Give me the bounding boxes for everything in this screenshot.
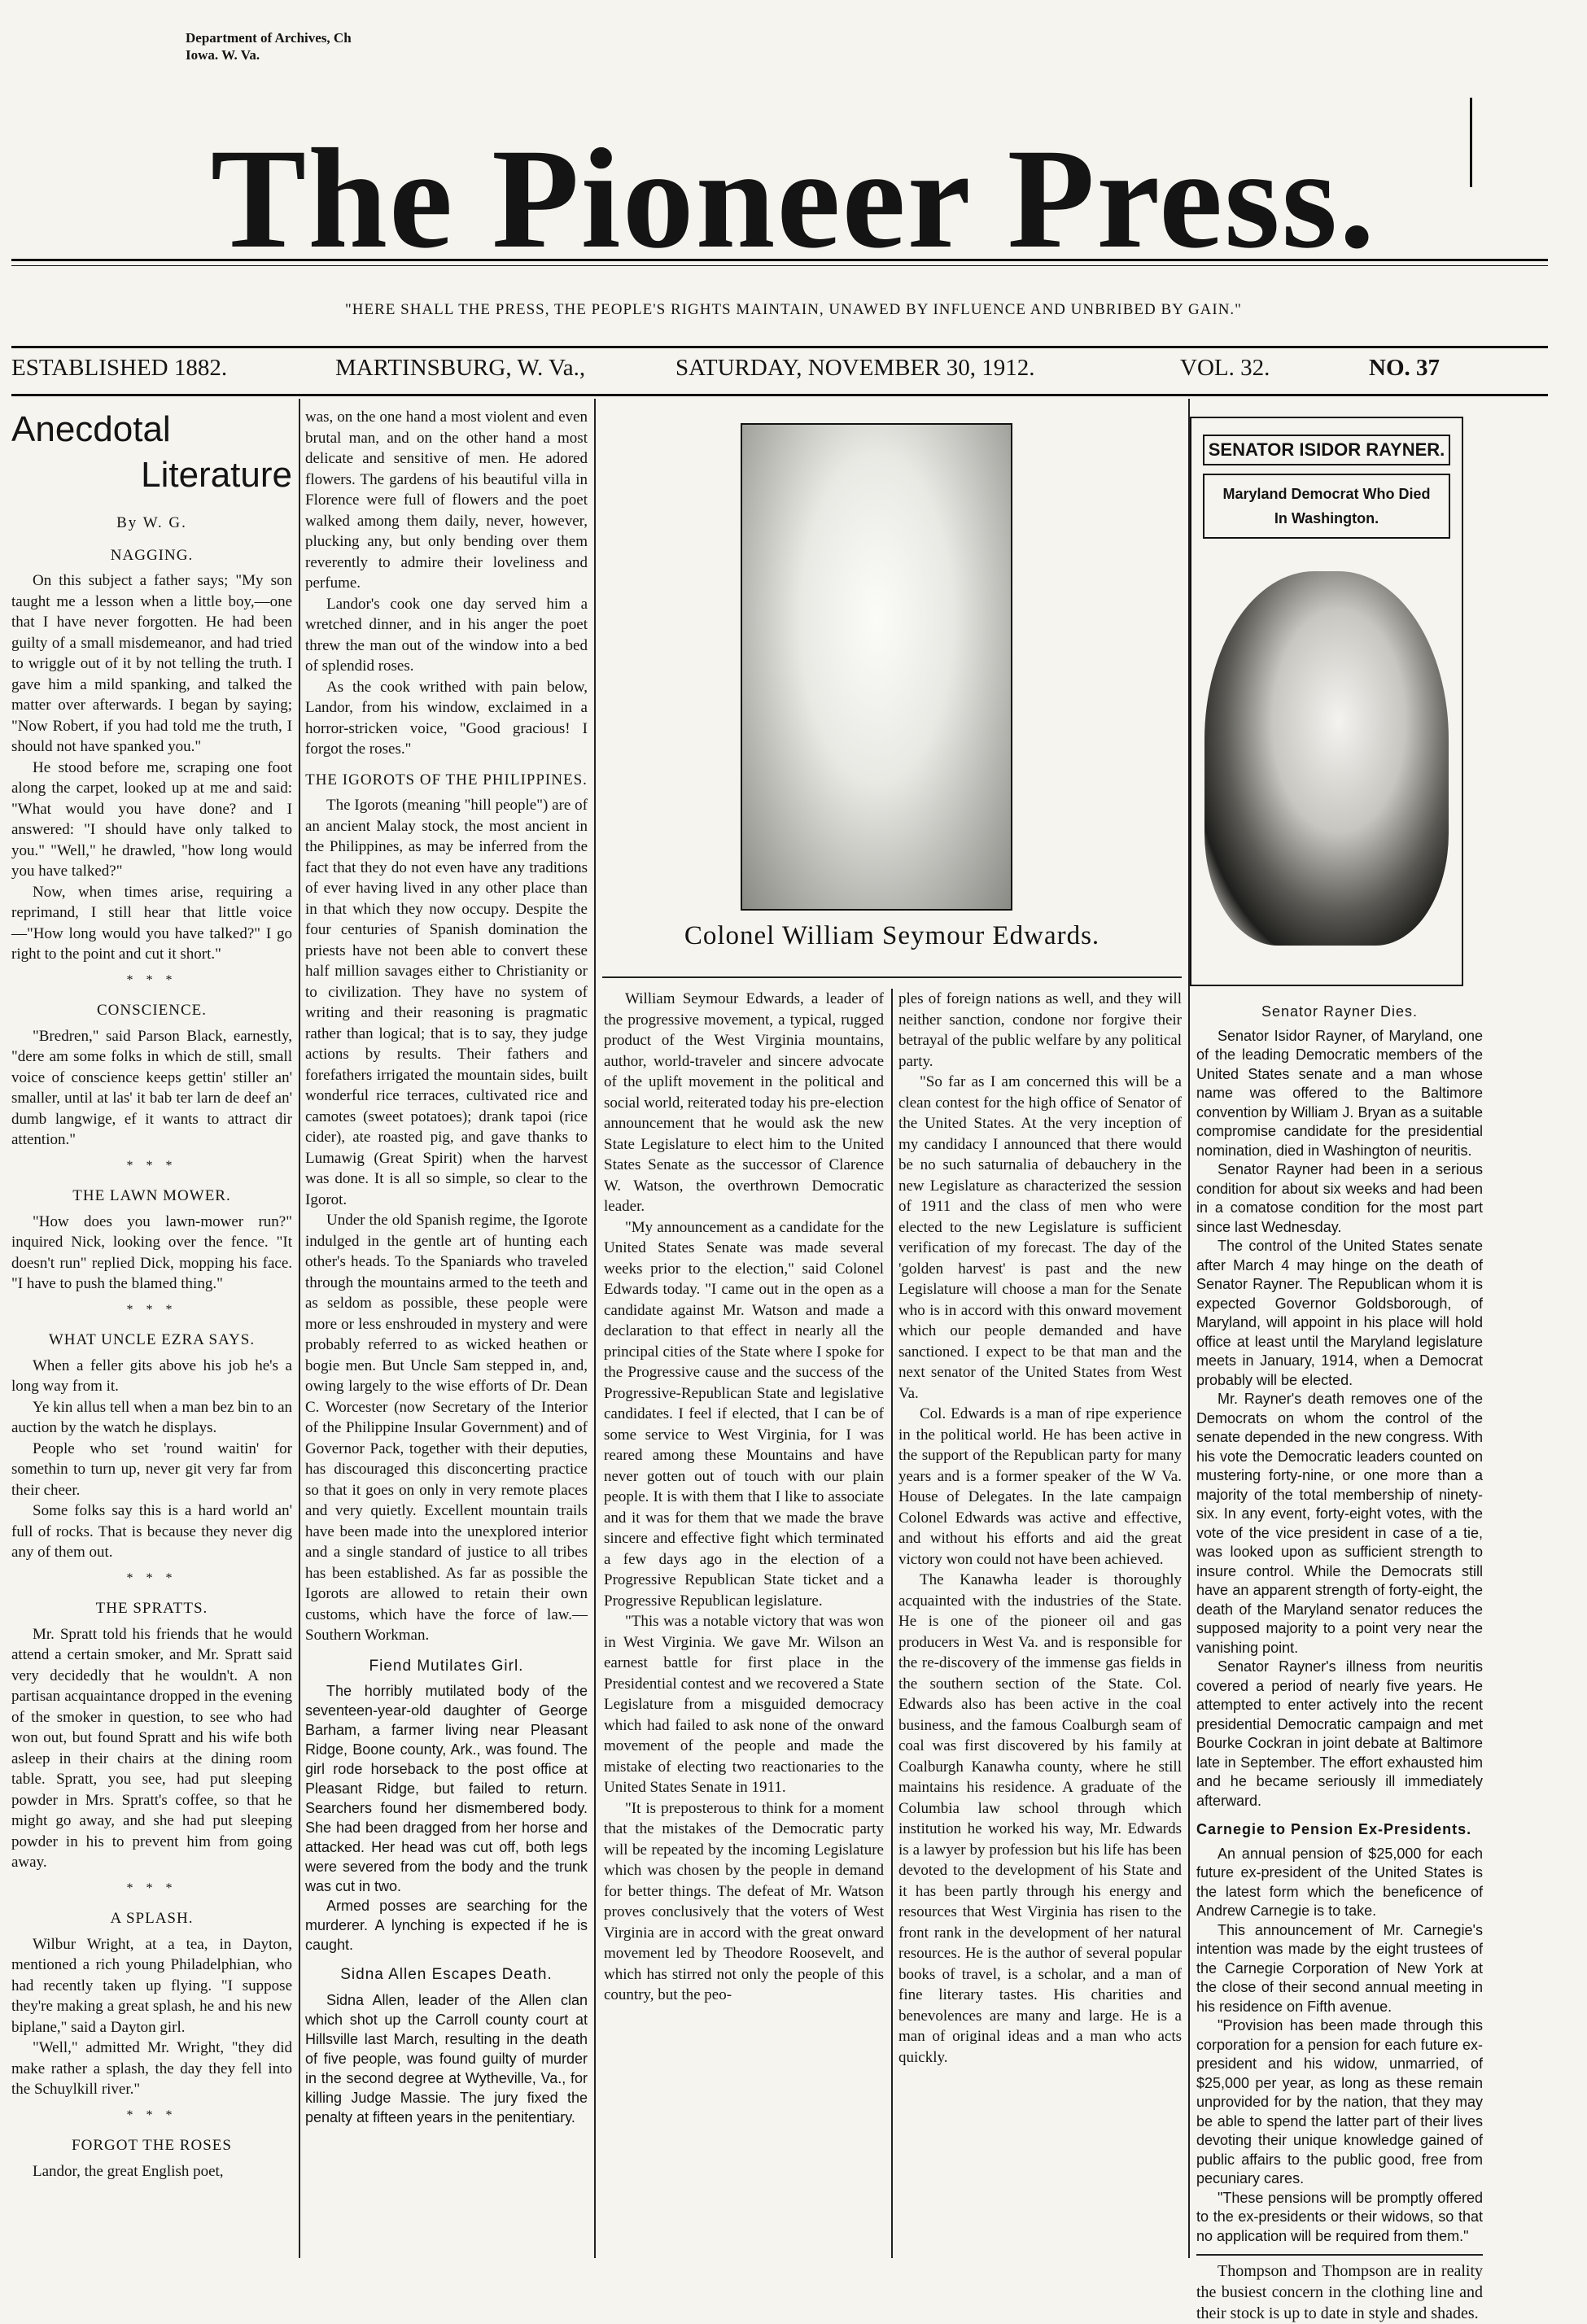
edwards-portrait-image [741, 423, 1012, 911]
paragraph: An annual pension of $25,000 for each future ex-president of the United States is the latest form which the beneficence of Andrew Carnegie is to take. [1196, 1845, 1483, 1919]
paragraph: Wilbur Wright, at a tea, in Dayton, mentioned a rich young Philadelphian, who had recently taken up flying. "I suppose they're making a great splash, he and his new biplane," said a Dayton girl. [11, 1935, 292, 2036]
paragraph: The Kanawha leader is thoroughly acquainted with the industries of the State. He is one of the pioneer oil and gas producers in West Va. and is responsible for the re-discovery of the immense gas fields in the southern section of the State. Col. Edwards also has been active in the coal business, and the famous Coalburgh seam of coal was first discovered by his family at Coalburgh Kanawha county, where he still maintains his residence. A graduate of the Columbia law school through which institution he worked his way, Mr. Edwards is a lawyer by profession but his life has been devoted to the development of his State and it has been partly through his energy and resources that West Virginia has risen to the front rank in the development of her natural resources. He is the author of several popular books of travel, is a scholar, and a man of fine literary tastes. His charities and benevolences are many and large. He is a man of original ideas and a man who acts quickly. [898, 1571, 1182, 2066]
paragraph: This announcement of Mr. Carnegie's intention was made by the eight trustees of the Carnegie Corporation of New York at the close of their second annual meeting in his residence on Fifth avenue. [1196, 1921, 1483, 2015]
paragraph: Mr. Rayner's death removes one of the Democrats on whom the control of the senate depended in the new congress. With his vote the Democratic leaders counted on mustering forty-nine, or one more than a majority of the total membership of ninety-six. In any event, forty-eight votes, with the vote of the vice president in case of a tie, was looked upon as sufficient strength to insure control. While the Democrats still have an apparent strength of forty-eight, the death of the Maryland senator reduces the supposed majority to a point very near the vanishing point. [1196, 1391, 1483, 1656]
paragraph: When a feller gits above his job he's a long way from it. [11, 1356, 292, 1395]
section-heading: FORGOT THE ROSES [72, 2137, 232, 2154]
section-heading: THE IGOROTS OF THE PHILIPPINES. [305, 771, 588, 788]
paragraph: was, on the one hand a most violent and even brutal man, and on the other hand a most delicate and sensitive of men. He adored flowers. The gardens of his beautiful villa in Florence were full of flowers and the poet walked among them daily, never, however, plucking any, but only bending over them reverently to admire their loveliness and perfume. [305, 408, 588, 592]
dateline [11, 355, 1548, 387]
portrait-box-subtitle-line1: Maryland Democrat Who Died [1222, 486, 1431, 502]
paragraph: "So far as I am concerned this will be a clean contest for the high office of Senator of the United States. At the very inception of my candidacy I announced that there would be no such saturnalia of debauchery in the new Legislature as characterized the session of 1911 and the class of men who were elected to the new Legislature is sufficient verification of my forecast. The day of the 'golden harvest' is past and the new Legislature will choose a man for the Senate who is in accord with this onward movement which our people demanded and have sanctioned. I expect to be that man and the next senator of the United States from West Va. [898, 1073, 1182, 1402]
paragraph: Under the old Spanish regime, the Igorote indulged in the gentle art of hunting each other's heads. To the Spaniards who traveled through the mountains armed to the teeth and as seldom as possible, these people were more or less enshrouded in mystery and were probably referred to as wicked heathen or bogie men. But Uncle Sam stepped in, and, owing largely to the wise efforts of Dr. Dean C. Worcester (now Secretary of the Interior of the Philippine Insular Government) and of Governor Pack, together with their deputies, has discouraged this disconcerting practice so that it goes on only in very remote places and very quietly. Excellent mountain trails have been made into the unexplored interior and a single standard of justice to all tribes has been established. As far as possible the Igorots are allowed to retain their own customs, which have the force of law.—Southern Workman. [305, 1212, 588, 1644]
column-anecdotal-literature [11, 407, 292, 2262]
paragraph: On this subject a father says; "My son taught me a lesson when a little boy,—one that I have never forgotten. He had been guilty of a small misdemeanor, and had tried to wriggle out of it by not telling the truth. I gave him a mild spanking, and talked the matter over afterwards. I began by saying; "Now Robert, if you had told me the truth, I should not have spanked you." [11, 572, 292, 755]
column-edwards-part1 [604, 989, 884, 2262]
paragraph: Col. Edwards is a man of ripe experience in the political world. He has been active in the support of the Republican party for many years and is a former speaker of the W Va. House of Delegates. In the late campaign Colonel Edwards was active and effective, and without his efforts and aid the great victory won could not have been achieved. [898, 1405, 1182, 1568]
masthead-rule-top [11, 259, 1548, 261]
section-separator: * * * [126, 1570, 177, 1585]
portrait-box-title: SENATOR ISIDOR RAYNER. [1203, 435, 1450, 465]
column-landor-igorots [305, 407, 588, 2262]
column-divider-1 [299, 399, 300, 2258]
paragraph: Ye kin allus tell when a man bez bin to an auction by the watch he displays. [11, 1398, 292, 1436]
section-separator: * * * [126, 1881, 177, 1895]
rayner-portrait-frame [1190, 417, 1463, 986]
dateline-place: MARTINSBURG, W. Va., [335, 355, 586, 381]
paragraph: "Bredren," said Parson Black, earnestly, "dere am some folks in which de still, small voice of conscience keeps gettin' stiller an' smaller, until at las' it bab ter larn de deef an' dumb langwige, ef it wants to attract dir attention." [11, 1027, 292, 1148]
section-heading: THE SPRATTS. [95, 1600, 208, 1617]
section-separator: * * * [126, 2108, 177, 2122]
paragraph: "It is preposterous to think for a moment that the mistakes of the Democratic party will be repeated by the incoming Legislature which was chosen by the people in demand for better things. The defeat of Mr. Watson proves conclusively that the voters of West Virginia are in accord with the great onward movement led by Theodore Roosevelt, and which has stirred not only the people of this country, but the peo- [604, 1799, 884, 2003]
article-title-line1: Anecdotal [11, 409, 171, 449]
paragraph: Landor's cook one day served him a wretched dinner, and in his anger the poet threw the man out of the window into a bed of splendid roses. [305, 595, 588, 675]
paragraph: "My announcement as a candidate for the United States Senate was made several weeks prior to the election," said Colonel Edwards today. "I came out in the open as a candidate against Mr. Watson and made a declaration to that effect in nearly all the principal cities of the State where I spoke for the Progressive cause and the success of the Progressive-Republican State and legislative candidates. I feel if elected, that I can be of some service to West Virginia, for I was reared among these Mountains and have never gotten out of touch with our plain people. It is with them that I like to associate and it was for them that we made the brave sincere and effective fight which terminated a few days ago in the election of a Progressive Republican State ticket and a Progressive Republican legislature. [604, 1218, 884, 1610]
section-heading: Sidna Allen Escapes Death. [340, 1966, 553, 1983]
paragraph: Senator Rayner had been in a serious condition for about six weeks and had been in a comatose condition for the most part since last Wednesday. [1196, 1161, 1483, 1235]
column-rayner-carnegie [1196, 993, 1483, 2322]
paragraph: "Well," admitted Mr. Wright, "they did make rather a splash, the day they fell into the Schuylkill river." [11, 2039, 292, 2098]
caption-rule [602, 976, 1182, 978]
masthead-mark [1470, 98, 1472, 187]
paragraph: Armed posses are searching for the murderer. A lynching is expected if he is caught. [305, 1898, 588, 1953]
masthead-rule-thin [11, 265, 1548, 266]
byline: By W. G. [116, 514, 187, 531]
paragraph: Mr. Spratt told his friends that he would attend a certain smoker, and Mr. Spratt said very decidedly that he wouldn't. A non partisan acquaintance dropped in the evening of the smoker in question, to see who had won out, but found Spratt and his wife both asleep in their chairs at the dining room table. Spratt, you see, had put sleeping powder in Mrs. Spratt's coffee, so that he might go away, and she had put sleeping powder in his to prevent him from going away. [11, 1625, 292, 1871]
section-heading: THE LAWN MOWER. [72, 1187, 231, 1204]
section-heading: Fiend Mutilates Girl. [369, 1657, 524, 1675]
paragraph: He stood before me, scraping one foot along the carpet, looked up at me and said: "What would you have done? and I answered: "I should have only talked to you." "Well," he drawled, "how long would you have talked?" [11, 758, 292, 880]
column-edwards-part2 [898, 989, 1182, 2262]
paragraph: The horribly mutilated body of the seventeen-year-old daughter of George Barham, a farmer living near Pleasant Ridge, Boone county, Ark., was found. The girl rode horseback to the post office at Pleasant Ridge, but failed to return. Searchers found her dismembered body. She had been dragged from her horse and attacked. Her head was cut off, both legs were severed from the body and the trunk was cut in two. [305, 1683, 588, 1894]
motto: "HERE SHALL THE PRESS, THE PEOPLE'S RIGHTS MAINTAIN, UNAWED BY INFLUENCE AND UNBRIBED BY GAIN." [345, 301, 1242, 318]
paragraph: As the cook writhed with pain below, Landor, from his window, exclaimed in a horror-stricken voice, "Good gracious! I forgot the roses." [305, 678, 588, 758]
dateline-rule-bottom [11, 394, 1548, 396]
section-heading: CONSCIENCE. [96, 1002, 208, 1019]
paragraph: The Igorots (meaning "hill people") are of an ancient Malay stock, the most ancient in the Philippines, as may be inferred from the fact that they do not even have any traditions of ever having lived in any other place than in that which they now occupy. Despite the four centuries of Spanish domination the priests have not been able to convert these half million savages either to Christianity or to civilization. They have no system of writing and their reasoning is pragmatic rather than logical; that is to say, they judge actions by results. Their fathers and forefathers irrigated the mountain sides, built wonderful rice terraces, cultivated rice and camotes (sweet potatoes); drank tapoi (rice cider), ate roasted pig, and gave thanks to Lumawig (Great Spirit) when the harvest was done. It is all so simple, so clear to the Igorot. [305, 797, 588, 1208]
paragraph: "Provision has been made through this corporation for a pension for each future ex-president and his widow, unmarried, of $25,000 per year, as long as these remain unprovided for by the nation, that they may be able to spend the latter part of their lives devoting their unique knowledge gained of public affairs to the public good, free from pecuniary cares. [1196, 2017, 1483, 2186]
section-separator: * * * [126, 1302, 177, 1317]
rayner-portrait-image [1204, 571, 1449, 946]
paragraph: Senator Rayner's illness from neuritis covered a period of nearly five years. He attempted to enter actively into the recent presidential Democratic campaign and met Bourke Cockran in joint debate at Baltimore late in September. The effort exhausted him and he became seriously ill immediately afterward. [1196, 1658, 1483, 1809]
archive-stamp [186, 29, 352, 63]
paragraph: ples of foreign nations as well, and they will neither sanction, condone nor forgive their betrayal of the public welfare by any political party. [898, 990, 1182, 1070]
section-heading: WHAT UNCLE EZRA SAYS. [48, 1331, 256, 1348]
section-heading: NAGGING. [110, 546, 194, 564]
section-heading: Carnegie to Pension Ex-Presidents. [1196, 1821, 1472, 1837]
dateline-volume: VOL. 32. [1180, 355, 1270, 381]
photo-caption: Colonel William Seymour Edwards. [684, 921, 1100, 950]
masthead-title: The Pioneer Press. [210, 120, 1377, 278]
archive-stamp-line2: Iowa. W. Va. [186, 47, 260, 63]
paragraph: "How does you lawn-mower run?" inquired Nick, looking over the fence. "It doesn't run" replied Dick, mopping his face. "I have to push the blamed thing." [11, 1212, 292, 1292]
section-heading: Senator Rayner Dies. [1261, 1003, 1419, 1020]
portrait-box-subtitle-line2: In Washington. [1274, 510, 1379, 526]
dateline-established: ESTABLISHED 1882. [11, 355, 228, 381]
paragraph: "These pensions will be promptly offered to the ex-presidents or their widows, so that no application will be required from them." [1196, 2189, 1483, 2244]
column-divider-2 [594, 399, 596, 2258]
paragraph: William Seymour Edwards, a leader of the progressive movement, a typical, rugged product of the West Virginia mountains, author, world-traveler and sincere advocate of the uplift movement in the political and social world, reiterated today his pre-election announcement that he would ask the new State Legislature to elect him to the United States Senate as the successor of Clarence W. Watson, the overthrown Democratic leader. [604, 990, 884, 1215]
column-divider-center [891, 989, 893, 2258]
dateline-date: SATURDAY, NOVEMBER 30, 1912. [675, 355, 1035, 381]
archive-stamp-line1: Department of Archives, Ch [186, 30, 352, 46]
dateline-number: NO. 37 [1369, 355, 1440, 381]
paragraph: Sidna Allen, leader of the Allen clan which shot up the Carroll county court at Hillsville last March, resulting in the death of five people, was found guilty of murder in the second degree at Wytheville, Va., for killing Judge Massie. The jury fixed the penalty at fifteen years in the penitentiary. [305, 1991, 588, 2125]
paragraph: People who set 'round waitin' for somethin to turn up, never git very far from their cheer. [11, 1439, 292, 1499]
section-separator: * * * [126, 1158, 177, 1173]
dateline-rule-top [11, 346, 1548, 348]
paragraph: Some folks say this is a hard world an' full of rocks. That is because they never dig any of them out. [11, 1502, 292, 1561]
section-heading: A SPLASH. [110, 1910, 194, 1927]
section-separator: * * * [126, 972, 177, 987]
portrait-box-subtitle [1203, 474, 1450, 539]
paragraph: Senator Isidor Rayner, of Maryland, one of the leading Democratic members of the United States senate and a man whose name was offered to the Baltimore convention by William J. Bryan as a suitable compromise candidate for the presidential nomination, died in Washington of neuritis. [1196, 1027, 1483, 1159]
article-title-line2: Literature [141, 455, 292, 495]
paragraph: The control of the United States senate after March 4 may hinge on the death of Senator Rayner. The Republican whom it is expected Governor Goldsborough, of Maryland, will appoint in his place will hold office at least until the Maryland legislature meets in January, 1914, when a Democrat probably will be elected. [1196, 1238, 1483, 1388]
paragraph: Now, when times arise, requiring a reprimand, I still hear that little voice—"How long would you have talked?" I go right to the point and cut it short." [11, 883, 292, 963]
paragraph: "This was a notable victory that was won in West Virginia. We gave Mr. Wilson an earnest battle for first place in the Presidential contest and we recovered a State Legislature from a misguided democracy which had failed to ask none of the onward movement of the people and made the mistake of electing two reactionaries to the United States Senate in 1911. [604, 1613, 884, 1796]
paragraph: Landor, the great English poet, [33, 2162, 224, 2180]
paragraph: Thompson and Thompson are in reality the busiest concern in the clothing line and their stock is up to date in style and shades. [1196, 2262, 1483, 2322]
